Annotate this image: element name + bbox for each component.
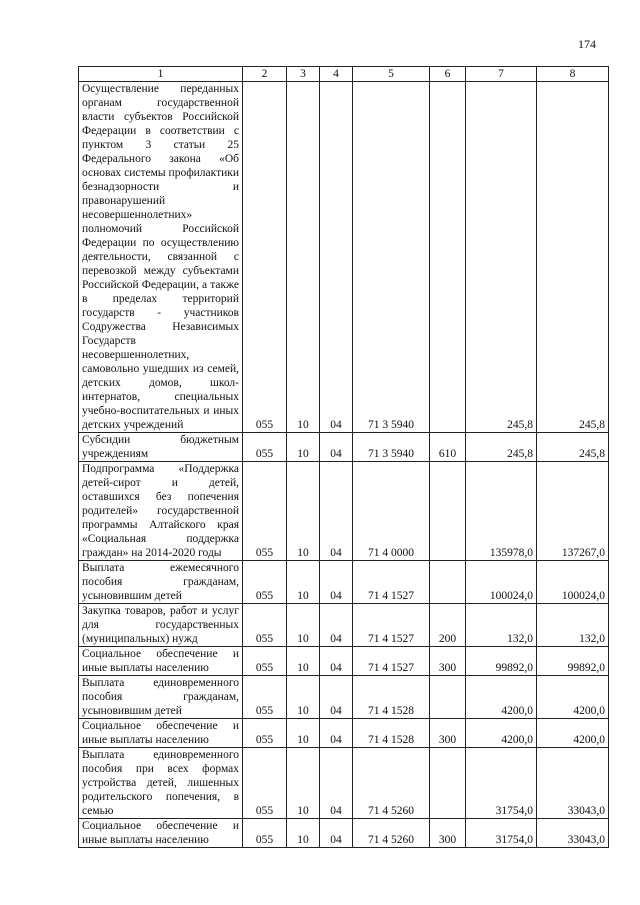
table-row — [79, 748, 609, 819]
cell-amount-col8: 132,0 — [537, 604, 609, 647]
cell-expense-type — [430, 561, 466, 604]
cell-ministry-code: 055 — [243, 433, 287, 462]
row-name: Субсидии бюджетным учреждениям — [79, 433, 243, 462]
table-row — [79, 647, 609, 676]
cell-expense-type — [430, 82, 466, 433]
cell-amount-col8: 99892,0 — [537, 647, 609, 676]
cell-expense-type: 610 — [430, 433, 466, 462]
cell-subsection: 04 — [320, 462, 353, 561]
cell-target-article: 71 3 5940 — [353, 82, 430, 433]
table-row — [79, 676, 609, 719]
cell-amount-col8: 245,8 — [537, 433, 609, 462]
cell-section: 10 — [287, 433, 320, 462]
row-name: Осуществление переданных органам государственной власти субъектов Российской Федерации в соответствии с пунктом 3 статьи 25 Федерального закона «Об основах системы профилактики безнадзорности и правонарушений несовершеннолетних» полномочий Российской Федерации по осуществлению деятельности, связанной с перевозкой между субъектами Российской Федерации, а также в пределах территорий государств - участников Содружества Независимых Государств несовершеннолетних, самовольно ушедших из семей, детских домов, школ-интернатов, специальных учебно-воспитательных и иных детских учреждений — [79, 82, 243, 433]
cell-ministry-code: 055 — [243, 604, 287, 647]
cell-target-article: 71 3 5940 — [353, 433, 430, 462]
cell-amount-col7: 4200,0 — [466, 676, 537, 719]
column-header: 1 — [79, 67, 243, 82]
row-name: Социальное обеспечение и иные выплаты населению — [79, 819, 243, 848]
cell-amount-col8: 100024,0 — [537, 561, 609, 604]
cell-target-article: 71 4 0000 — [353, 462, 430, 561]
cell-amount-col8: 33043,0 — [537, 819, 609, 848]
cell-section: 10 — [287, 604, 320, 647]
table-row — [79, 433, 609, 462]
cell-ministry-code: 055 — [243, 819, 287, 848]
cell-target-article: 71 4 1527 — [353, 561, 430, 604]
cell-target-article: 71 4 1527 — [353, 604, 430, 647]
cell-amount-col7: 4200,0 — [466, 719, 537, 748]
table-row — [79, 462, 609, 561]
cell-amount-col7: 135978,0 — [466, 462, 537, 561]
row-name: Социальное обеспечение и иные выплаты населению — [79, 647, 243, 676]
row-name: Выплата ежемесячного пособия гражданам, усыновившим детей — [79, 561, 243, 604]
cell-subsection: 04 — [320, 819, 353, 848]
table-row — [79, 82, 609, 433]
cell-amount-col7: 245,8 — [466, 433, 537, 462]
column-header: 7 — [466, 67, 537, 82]
cell-section: 10 — [287, 462, 320, 561]
cell-target-article: 71 4 5260 — [353, 748, 430, 819]
column-header: 4 — [320, 67, 353, 82]
table-header-row — [79, 67, 609, 82]
row-name: Выплата единовременного пособия гражданам, усыновившим детей — [79, 676, 243, 719]
cell-expense-type: 200 — [430, 604, 466, 647]
cell-amount-col7: 245,8 — [466, 82, 537, 433]
cell-section: 10 — [287, 647, 320, 676]
cell-section: 10 — [287, 748, 320, 819]
row-name: Закупка товаров, работ и услуг для государственных (муниципальных) нужд — [79, 604, 243, 647]
cell-ministry-code: 055 — [243, 82, 287, 433]
cell-subsection: 04 — [320, 82, 353, 433]
row-name: Выплата единовременного пособия при всех формах устройства детей, лишенных родительского попечения, в семью — [79, 748, 243, 819]
cell-expense-type — [430, 748, 466, 819]
cell-target-article: 71 4 1528 — [353, 676, 430, 719]
cell-target-article: 71 4 5260 — [353, 819, 430, 848]
table-row — [79, 561, 609, 604]
budget-table — [78, 66, 609, 848]
page-number: 174 — [578, 37, 596, 51]
cell-subsection: 04 — [320, 604, 353, 647]
cell-subsection: 04 — [320, 719, 353, 748]
cell-expense-type: 300 — [430, 819, 466, 848]
cell-amount-col7: 31754,0 — [466, 819, 537, 848]
column-header: 3 — [287, 67, 320, 82]
cell-target-article: 71 4 1527 — [353, 647, 430, 676]
cell-expense-type: 300 — [430, 647, 466, 676]
cell-ministry-code: 055 — [243, 462, 287, 561]
cell-ministry-code: 055 — [243, 748, 287, 819]
cell-expense-type — [430, 676, 466, 719]
cell-amount-col8: 4200,0 — [537, 719, 609, 748]
cell-amount-col8: 245,8 — [537, 82, 609, 433]
cell-amount-col7: 99892,0 — [466, 647, 537, 676]
cell-subsection: 04 — [320, 748, 353, 819]
cell-ministry-code: 055 — [243, 676, 287, 719]
cell-section: 10 — [287, 819, 320, 848]
cell-ministry-code: 055 — [243, 561, 287, 604]
cell-ministry-code: 055 — [243, 647, 287, 676]
cell-amount-col7: 31754,0 — [466, 748, 537, 819]
cell-amount-col7: 100024,0 — [466, 561, 537, 604]
table-row — [79, 819, 609, 848]
cell-target-article: 71 4 1528 — [353, 719, 430, 748]
cell-subsection: 04 — [320, 676, 353, 719]
row-name: Социальное обеспечение и иные выплаты населению — [79, 719, 243, 748]
cell-section: 10 — [287, 82, 320, 433]
column-header: 2 — [243, 67, 287, 82]
cell-section: 10 — [287, 719, 320, 748]
row-name: Подпрограмма «Поддержка детей-сирот и детей, оставшихся без попечения родителей» государственной программы Алтайского края «Социальная поддержка граждан» на 2014-2020 годы — [79, 462, 243, 561]
column-header: 6 — [430, 67, 466, 82]
cell-expense-type — [430, 462, 466, 561]
cell-subsection: 04 — [320, 647, 353, 676]
cell-subsection: 04 — [320, 433, 353, 462]
table-row — [79, 604, 609, 647]
cell-expense-type: 300 — [430, 719, 466, 748]
column-header: 5 — [353, 67, 430, 82]
cell-subsection: 04 — [320, 561, 353, 604]
cell-amount-col8: 4200,0 — [537, 676, 609, 719]
cell-amount-col8: 137267,0 — [537, 462, 609, 561]
cell-section: 10 — [287, 561, 320, 604]
cell-section: 10 — [287, 676, 320, 719]
cell-amount-col7: 132,0 — [466, 604, 537, 647]
table-row — [79, 719, 609, 748]
cell-amount-col8: 33043,0 — [537, 748, 609, 819]
cell-ministry-code: 055 — [243, 719, 287, 748]
column-header: 8 — [537, 67, 609, 82]
